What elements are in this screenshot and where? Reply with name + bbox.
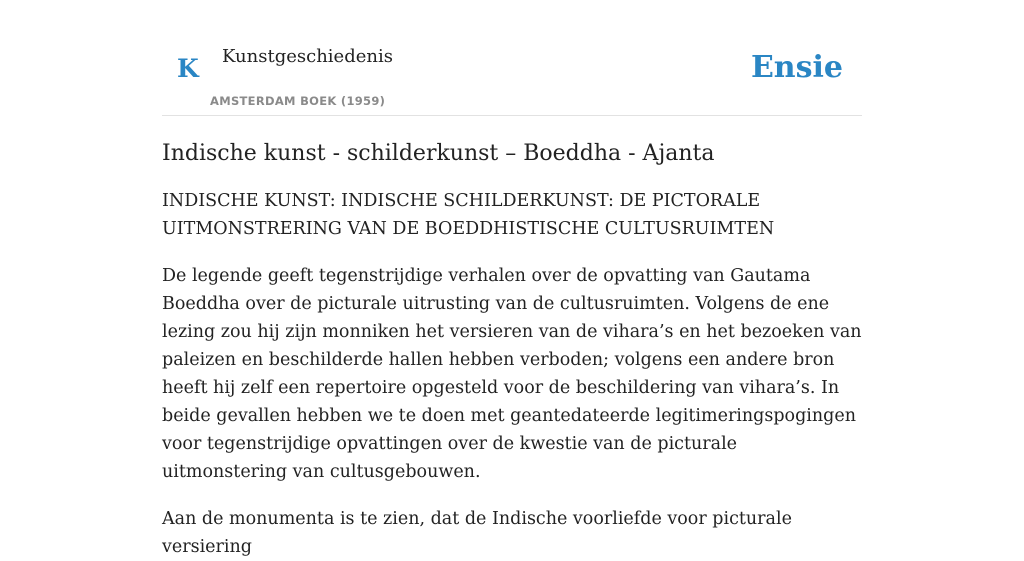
book-source: AMSTERDAM BOEK (1959): [210, 94, 386, 108]
article: [162, 138, 862, 561]
article-subtitle: INDISCHE KUNST: INDISCHE SCHILDERKUNST: DE PICTORALE UITMONSTRERING VAN DE BOEDDHISTISCHE CULTUSRUIMTEN: [162, 191, 775, 239]
article-paragraph: Aan de monumenta is te zien, dat de Indische voorliefde voor picturale versiering: [162, 509, 792, 557]
book-title-link[interactable]: Kunstgeschiedenis: [222, 46, 393, 67]
article-paragraph: De legende geeft tegenstrijdige verhalen over de opvatting van Gautama Boeddha over de picturale uitrusting van de cultusruimten. Volgens de ene lezing zou hij zijn monniken het versieren van de vihara’s en het bezoeken van paleizen en beschilderde hallen hebben verboden; volgens een andere bron heeft hij zelf een repertoire opgesteld voor de beschildering van vihara’s. In beide gevallen hebben we te doen met geantedateerde legitimeringspogingen voor tegenstrijdige opvattingen over de kwestie van de picturale uitmonstering van cultusgebouwen.: [162, 266, 862, 482]
book-letter-logo: K: [177, 54, 199, 83]
book-header: [162, 40, 862, 116]
ensie-logo-link[interactable]: Ensie: [750, 50, 843, 85]
article-title: Indische kunst - schilderkunst – Boeddha - Ajanta: [162, 141, 715, 166]
